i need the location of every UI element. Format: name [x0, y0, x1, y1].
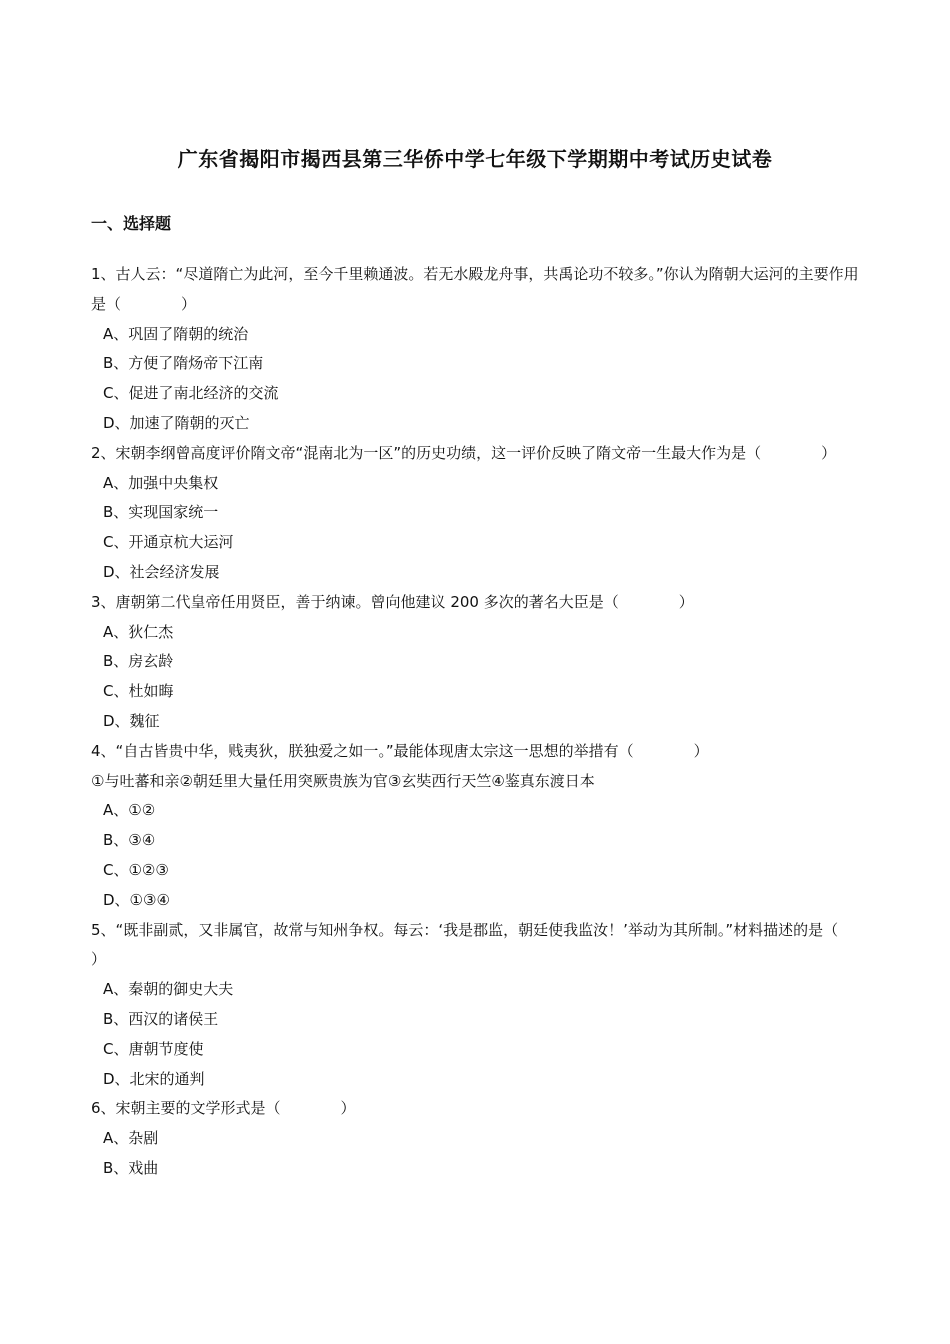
question-4: [91, 737, 863, 916]
question-5: [91, 916, 899, 1095]
option-c: C、杜如晦: [103, 682, 174, 701]
option-d: D、社会经济发展: [103, 562, 220, 581]
document-title: 广东省揭阳市揭西县第三华侨中学七年级下学期期中考试历史试卷: [177, 147, 773, 171]
option-d: D、北宋的通判: [103, 1069, 205, 1088]
question-stem: 3、唐朝第二代皇帝任用贤臣，善于纳谏。曾向他建议 200 多次的著名大臣是（ ）: [91, 592, 694, 611]
question-stem: 4、“自古皆贵中华，贱夷狄，朕独爱之如一。”最能体现唐太宗这一思想的举措有（ ）: [91, 741, 709, 760]
option-a: A、①②: [103, 801, 156, 820]
question-1: [91, 260, 863, 439]
option-c: C、促进了南北经济的交流: [103, 384, 279, 403]
question-3: [91, 588, 863, 737]
option-b: B、戏曲: [103, 1158, 159, 1177]
option-d: D、魏征: [103, 711, 160, 730]
option-c: C、①②③: [103, 860, 169, 879]
option-b: B、③④: [103, 831, 156, 850]
option-b: B、房玄龄: [103, 652, 174, 671]
option-c: C、唐朝节度使: [103, 1039, 204, 1058]
question-stem: 1、古人云：“尽道隋亡为此河，至今千里赖通波。若无水殿龙舟事，共禹论功不较多。”你认为隋朝大运河的主要作用是（ ）: [91, 265, 859, 313]
option-a: A、秦朝的御史大夫: [103, 980, 234, 999]
question-list: [91, 260, 899, 1184]
question-stem: 6、宋朝主要的文学形式是（ ）: [91, 1099, 356, 1118]
question-stem: 2、宋朝李纲曾高度评价隋文帝“混南北为一区”的历史功绩，这一评价反映了隋文帝一生最大作为是（ ）: [91, 443, 837, 462]
section-heading: 一、选择题: [91, 214, 172, 233]
option-a: A、加强中央集权: [103, 473, 219, 492]
question-stem: 5、“既非副贰，又非属官，故常与知州争权。每云：‘我是郡监，朝廷使我监汝！’举动为其所制。”材料描述的是（ ）: [91, 920, 899, 969]
option-d: D、①③④: [103, 890, 170, 909]
option-b: B、实现国家统一: [103, 503, 219, 522]
option-a: A、巩固了隋朝的统治: [103, 324, 249, 343]
option-a: A、狄仁杰: [103, 622, 174, 641]
question-6: [91, 1094, 863, 1183]
question-2: [91, 439, 863, 588]
option-b: B、方便了隋炀帝下江南: [103, 354, 264, 373]
option-c: C、开通京杭大运河: [103, 533, 234, 552]
question-statements: ①与吐蕃和亲②朝廷里大量任用突厥贵族为官③玄奘西行天竺④鉴真东渡日本: [91, 771, 595, 790]
option-b: B、西汉的诸侯王: [103, 1009, 219, 1028]
option-a: A、杂剧: [103, 1129, 159, 1148]
option-d: D、加速了隋朝的灭亡: [103, 413, 250, 432]
